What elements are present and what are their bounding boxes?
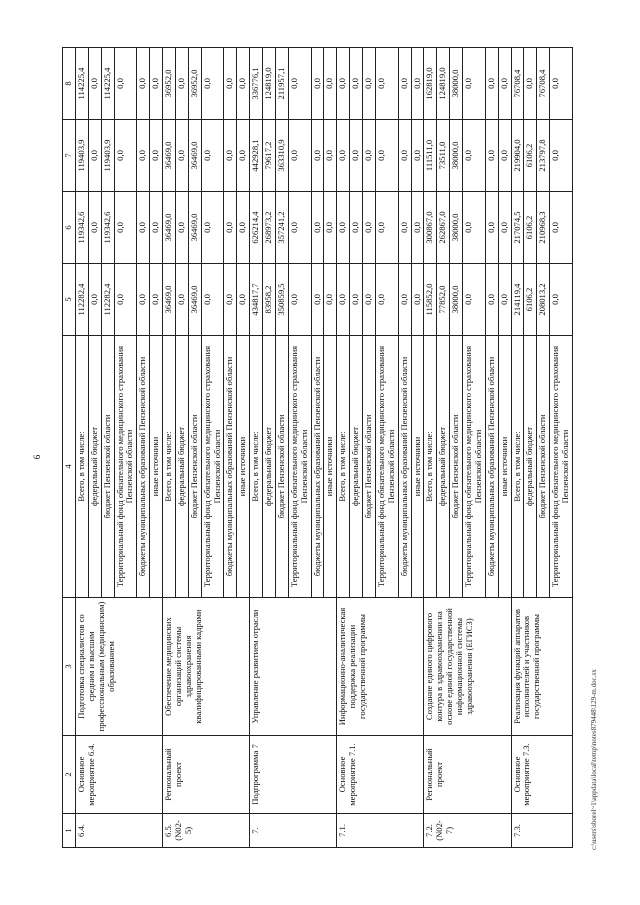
amount-cell: 626214,4 xyxy=(250,192,263,264)
header-row xyxy=(63,48,76,848)
amount-cell: 0,0 xyxy=(411,264,424,336)
amount-cell: 124819,0 xyxy=(437,48,450,120)
amount-cell: 0,0 xyxy=(498,120,511,192)
amount-cell: 0,0 xyxy=(463,120,486,192)
amount-cell: 0,0 xyxy=(201,48,224,120)
amount-cell: 0,0 xyxy=(88,264,101,336)
amount-cell: 36952,0 xyxy=(163,48,176,120)
row-number-cell: 6.5. (N02-5) xyxy=(163,814,250,848)
amount-cell: 0,0 xyxy=(237,264,250,336)
funding-source-cell: федеральный бюджет xyxy=(437,336,450,598)
amount-cell: 112282,4 xyxy=(75,264,88,336)
header-cell: 6 xyxy=(63,192,76,264)
funding-source-cell: иные источники xyxy=(324,336,337,598)
amount-cell: 0,0 xyxy=(114,48,137,120)
amount-cell: 76708,4 xyxy=(537,48,550,120)
amount-cell: 0,0 xyxy=(288,264,311,336)
amount-cell: 0,0 xyxy=(201,120,224,192)
rotated-table-container xyxy=(62,48,582,848)
amount-cell: 0,0 xyxy=(411,120,424,192)
table-row xyxy=(337,48,350,848)
amount-cell: 0,0 xyxy=(224,120,237,192)
funding-source-cell: Территориальный фонд обязательного медицинского страхования Пензенской области xyxy=(550,336,573,598)
amount-cell: 119403,9 xyxy=(75,120,88,192)
activity-type-cell: Подпрограмма 7 xyxy=(250,736,337,814)
amount-cell: 6106,2 xyxy=(524,192,537,264)
funding-source-cell: федеральный бюджет xyxy=(524,336,537,598)
amount-cell: 0,0 xyxy=(398,192,411,264)
amount-cell: 38000,0 xyxy=(450,120,463,192)
amount-cell: 112282,4 xyxy=(101,264,114,336)
header-cell: 4 xyxy=(63,336,76,598)
amount-cell: 0,0 xyxy=(237,120,250,192)
amount-cell: 0,0 xyxy=(485,120,498,192)
funding-source-cell: Территориальный фонд обязательного медицинского страхования Пензенской области xyxy=(288,336,311,598)
amount-cell: 0,0 xyxy=(363,264,376,336)
amount-cell: 300867,0 xyxy=(424,192,437,264)
amount-cell: 0,0 xyxy=(175,192,188,264)
funding-source-cell: Территориальный фонд обязательного медицинского страхования Пензенской области xyxy=(114,336,137,598)
amount-cell: 36469,0 xyxy=(188,264,201,336)
amount-cell: 0,0 xyxy=(363,120,376,192)
amount-cell: 217074,5 xyxy=(511,192,524,264)
funding-source-cell: Территориальный фонд обязательного медицинского страхования Пензенской области xyxy=(463,336,486,598)
page-number: 9 xyxy=(31,454,42,460)
amount-cell: 213797,8 xyxy=(537,120,550,192)
funding-source-cell: Всего, в том числе: xyxy=(337,336,350,598)
amount-cell: 0,0 xyxy=(498,264,511,336)
amount-cell: 124819,0 xyxy=(263,48,276,120)
amount-cell: 36952,0 xyxy=(188,48,201,120)
amount-cell: 0,0 xyxy=(237,48,250,120)
amount-cell: 114225,4 xyxy=(101,48,114,120)
row-number-cell: 7.1. xyxy=(337,814,424,848)
funding-source-cell: Всего, в том числе: xyxy=(75,336,88,598)
amount-cell: 219904,0 xyxy=(511,120,524,192)
funding-source-cell: Всего, в том числе: xyxy=(163,336,176,598)
amount-cell: 0,0 xyxy=(311,120,324,192)
amount-cell: 76708,4 xyxy=(511,48,524,120)
funding-source-cell: Территориальный фонд обязательного медицинского страхования Пензенской области xyxy=(201,336,224,598)
amount-cell: 211957,1 xyxy=(275,48,288,120)
funding-source-cell: иные источники xyxy=(150,336,163,598)
amount-cell: 0,0 xyxy=(498,192,511,264)
amount-cell: 0,0 xyxy=(288,120,311,192)
amount-cell: 0,0 xyxy=(150,120,163,192)
amount-cell: 0,0 xyxy=(201,264,224,336)
header-cell: 5 xyxy=(63,264,76,336)
amount-cell: 38000,0 xyxy=(450,192,463,264)
row-number-cell: 7.3. xyxy=(511,814,572,848)
amount-cell: 0,0 xyxy=(324,48,337,120)
funding-source-cell: федеральный бюджет xyxy=(88,336,101,598)
funding-source-cell: бюджеты муниципальных образований Пензенской области xyxy=(137,336,150,598)
row-number-cell: 7. xyxy=(250,814,337,848)
table-row xyxy=(75,48,88,848)
amount-cell: 0,0 xyxy=(324,120,337,192)
amount-cell: 0,0 xyxy=(363,48,376,120)
row-number-cell: 7.2. (N02-7) xyxy=(424,814,511,848)
amount-cell: 0,0 xyxy=(114,264,137,336)
amount-cell: 73511,0 xyxy=(437,120,450,192)
amount-cell: 336776,1 xyxy=(250,48,263,120)
amount-cell: 363310,9 xyxy=(275,120,288,192)
table-row xyxy=(511,48,524,848)
amount-cell: 79617,2 xyxy=(263,120,276,192)
amount-cell: 0,0 xyxy=(175,48,188,120)
funding-source-cell: бюджет Пензенской области xyxy=(101,336,114,598)
amount-cell: 0,0 xyxy=(375,264,398,336)
activity-type-cell: Основное мероприятие 6.4. xyxy=(75,736,162,814)
amount-cell: 0,0 xyxy=(137,192,150,264)
amount-cell: 0,0 xyxy=(224,192,237,264)
amount-cell: 262867,0 xyxy=(437,192,450,264)
amount-cell: 0,0 xyxy=(375,192,398,264)
table-row xyxy=(163,48,176,848)
funding-source-cell: бюджеты муниципальных образований Пензенской области xyxy=(311,336,324,598)
amount-cell: 38000,0 xyxy=(450,48,463,120)
amount-cell: 0,0 xyxy=(337,48,350,120)
amount-cell: 0,0 xyxy=(137,48,150,120)
amount-cell: 0,0 xyxy=(485,264,498,336)
amount-cell: 0,0 xyxy=(337,192,350,264)
amount-cell: 119403,9 xyxy=(101,120,114,192)
activity-name-cell: Управление развитием отрасли xyxy=(250,598,337,736)
funding-source-cell: бюджеты муниципальных образований Пензенской области xyxy=(398,336,411,598)
activity-name-cell: Создание единого цифрового контура в здравоохранении на основе единой государственной информационной системы здравоохранения (ЕГИСЗ) xyxy=(424,598,511,736)
amount-cell: 0,0 xyxy=(201,192,224,264)
amount-cell: 0,0 xyxy=(175,120,188,192)
amount-cell: 0,0 xyxy=(524,48,537,120)
amount-cell: 0,0 xyxy=(150,192,163,264)
amount-cell: 0,0 xyxy=(324,192,337,264)
amount-cell: 83958,2 xyxy=(263,264,276,336)
amount-cell: 111511,0 xyxy=(424,120,437,192)
funding-source-cell: бюджет Пензенской области xyxy=(363,336,376,598)
amount-cell: 0,0 xyxy=(398,48,411,120)
funding-source-cell: бюджеты муниципальных образований Пензенской области xyxy=(485,336,498,598)
amount-cell: 0,0 xyxy=(288,48,311,120)
funding-source-cell: бюджет Пензенской области xyxy=(450,336,463,598)
amount-cell: 0,0 xyxy=(224,264,237,336)
amount-cell: 38000,0 xyxy=(450,264,463,336)
amount-cell: 36469,0 xyxy=(163,192,176,264)
header-cell: 2 xyxy=(63,736,76,814)
amount-cell: 0,0 xyxy=(88,120,101,192)
header-cell: 3 xyxy=(63,598,76,736)
amount-cell: 0,0 xyxy=(350,264,363,336)
table-row xyxy=(250,48,263,848)
amount-cell: 208013,2 xyxy=(537,264,550,336)
amount-cell: 0,0 xyxy=(311,264,324,336)
amount-cell: 0,0 xyxy=(88,192,101,264)
funding-source-cell: Всего, в том числе: xyxy=(424,336,437,598)
amount-cell: 36469,0 xyxy=(188,192,201,264)
amount-cell: 0,0 xyxy=(311,192,324,264)
amount-cell: 0,0 xyxy=(350,192,363,264)
activity-type-cell: Основное мероприятие 7.3. xyxy=(511,736,572,814)
amount-cell: 6106,2 xyxy=(524,120,537,192)
amount-cell: 434817,7 xyxy=(250,264,263,336)
activity-type-cell: Основное мероприятие 7.1. xyxy=(337,736,424,814)
amount-cell: 0,0 xyxy=(350,48,363,120)
activity-name-cell: Обеспечение медицинских организаций системы здравоохранения квалифицированными кадрами xyxy=(163,598,250,736)
amount-cell: 0,0 xyxy=(411,48,424,120)
amount-cell: 6106,2 xyxy=(524,264,537,336)
amount-cell: 0,0 xyxy=(463,264,486,336)
amount-cell: 0,0 xyxy=(150,48,163,120)
amount-cell: 0,0 xyxy=(550,120,573,192)
amount-cell: 36469,0 xyxy=(188,120,201,192)
amount-cell: 0,0 xyxy=(363,192,376,264)
amount-cell: 119342,6 xyxy=(75,192,88,264)
amount-cell: 0,0 xyxy=(375,120,398,192)
amount-cell: 0,0 xyxy=(114,192,137,264)
amount-cell: 268973,2 xyxy=(263,192,276,264)
amount-cell: 0,0 xyxy=(463,48,486,120)
amount-cell: 36469,0 xyxy=(163,264,176,336)
amount-cell: 357241,2 xyxy=(275,192,288,264)
amount-cell: 0,0 xyxy=(224,48,237,120)
amount-cell: 0,0 xyxy=(337,120,350,192)
funding-source-cell: федеральный бюджет xyxy=(263,336,276,598)
amount-cell: 115852,0 xyxy=(424,264,437,336)
funding-table xyxy=(62,47,573,848)
amount-cell: 442928,1 xyxy=(250,120,263,192)
activity-name-cell: Информационно-аналитическая поддержка реализации государственной программы xyxy=(337,598,424,736)
amount-cell: 0,0 xyxy=(137,120,150,192)
amount-cell: 210968,3 xyxy=(537,192,550,264)
amount-cell: 0,0 xyxy=(550,192,573,264)
activity-type-cell: Региональный проект xyxy=(424,736,511,814)
amount-cell: 36469,0 xyxy=(163,120,176,192)
funding-source-cell: бюджет Пензенской области xyxy=(275,336,288,598)
amount-cell: 0,0 xyxy=(237,192,250,264)
amount-cell: 0,0 xyxy=(350,120,363,192)
amount-cell: 0,0 xyxy=(137,264,150,336)
header-cell: 1 xyxy=(63,814,76,848)
amount-cell: 162819,0 xyxy=(424,48,437,120)
amount-cell: 0,0 xyxy=(311,48,324,120)
funding-source-cell: Всего, в том числе: xyxy=(511,336,524,598)
header-cell: 8 xyxy=(63,48,76,120)
funding-source-cell: Территориальный фонд обязательного медицинского страхования Пензенской области xyxy=(375,336,398,598)
header-cell: 7 xyxy=(63,120,76,192)
funding-source-cell: бюджет Пензенской области xyxy=(537,336,550,598)
amount-cell: 0,0 xyxy=(485,192,498,264)
amount-cell: 0,0 xyxy=(550,264,573,336)
amount-cell: 77852,0 xyxy=(437,264,450,336)
table-body xyxy=(75,48,572,848)
funding-source-cell: иные источники xyxy=(411,336,424,598)
activity-name-cell: Подготовка специалистов со средним и высшим профессиональным (медицинским) образованием xyxy=(75,598,162,736)
funding-source-cell: иные источники xyxy=(237,336,250,598)
amount-cell: 0,0 xyxy=(411,192,424,264)
amount-cell: 0,0 xyxy=(550,48,573,120)
amount-cell: 119342,6 xyxy=(101,192,114,264)
amount-cell: 0,0 xyxy=(375,48,398,120)
activity-type-cell: Региональный проект xyxy=(163,736,250,814)
funding-source-cell: иные источники xyxy=(498,336,511,598)
amount-cell: 0,0 xyxy=(175,264,188,336)
row-number-cell: 6.4. xyxy=(75,814,162,848)
amount-cell: 0,0 xyxy=(88,48,101,120)
funding-source-cell: бюджет Пензенской области xyxy=(188,336,201,598)
amount-cell: 0,0 xyxy=(288,192,311,264)
amount-cell: 214119,4 xyxy=(511,264,524,336)
amount-cell: 0,0 xyxy=(485,48,498,120)
amount-cell: 114225,4 xyxy=(75,48,88,120)
amount-cell: 0,0 xyxy=(463,192,486,264)
amount-cell: 0,0 xyxy=(398,120,411,192)
activity-name-cell: Реализация функций аппаратов исполнителей и участников государственной программы xyxy=(511,598,572,736)
funding-source-cell: федеральный бюджет xyxy=(175,336,188,598)
amount-cell: 0,0 xyxy=(114,120,137,192)
amount-cell: 0,0 xyxy=(498,48,511,120)
amount-cell: 0,0 xyxy=(398,264,411,336)
footer-path: c:\users\sborel~1\appdata\local\temp\notes879448\129-m.doc.sx xyxy=(590,669,598,850)
funding-source-cell: федеральный бюджет xyxy=(350,336,363,598)
funding-source-cell: Всего, в том числе: xyxy=(250,336,263,598)
table-row xyxy=(424,48,437,848)
funding-source-cell: бюджеты муниципальных образований Пензенской области xyxy=(224,336,237,598)
amount-cell: 350859,5 xyxy=(275,264,288,336)
amount-cell: 0,0 xyxy=(324,264,337,336)
amount-cell: 0,0 xyxy=(337,264,350,336)
amount-cell: 0,0 xyxy=(150,264,163,336)
